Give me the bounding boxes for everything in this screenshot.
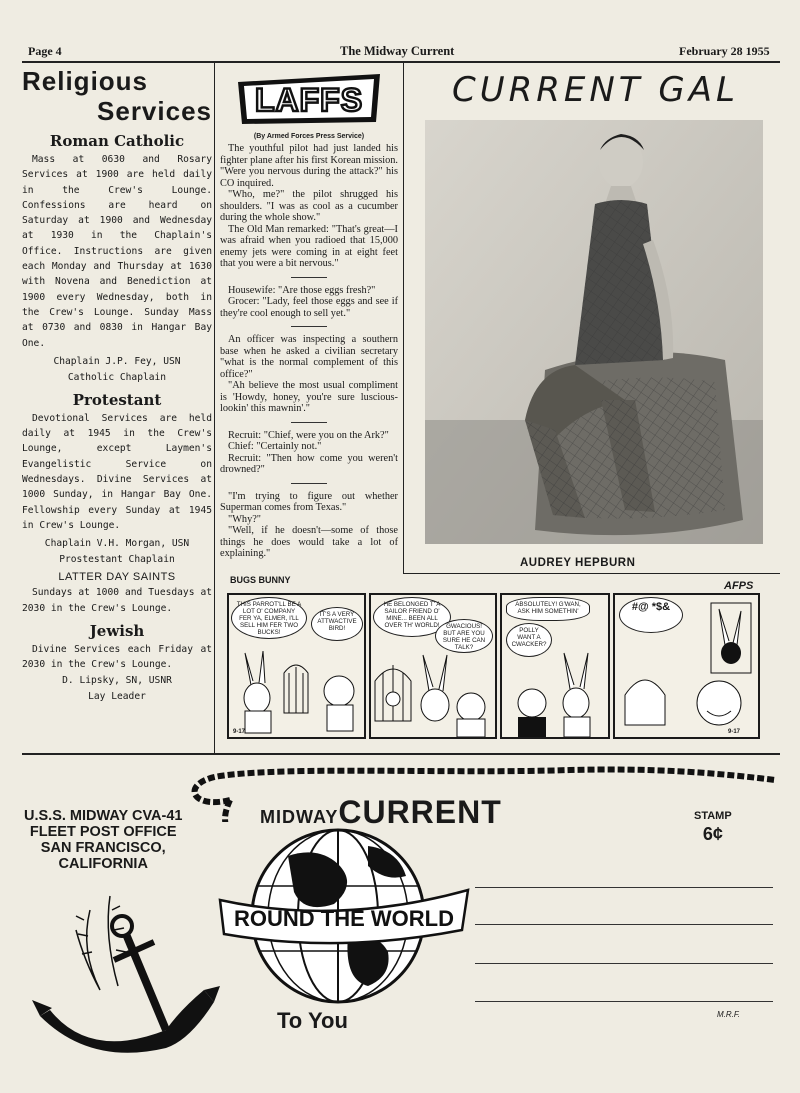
title-big: CURRENT: [338, 794, 502, 830]
parrot-outburst-drawing: [615, 595, 758, 737]
protestant-heading: Protestant: [72, 390, 162, 409]
birdcage-drawing: [371, 651, 495, 737]
address-line: CALIFORNIA: [58, 856, 148, 872]
joke-separator: [291, 422, 327, 423]
joke-line: Grocer: "Lady, feel those eggs and see if they're cool enough to sell yet.": [220, 296, 398, 319]
joke-line: An officer was inspecting a southern base when he asked a civilian secretary "what is the normal complement of this office?": [220, 334, 398, 380]
religious-services-title: [22, 66, 212, 126]
anchor-drawing: [30, 890, 220, 1060]
speech-bubble: IT'S A VERY ATTWACTIVE BIRD!: [311, 607, 363, 641]
title-small: MIDWAY: [260, 807, 339, 827]
address-line-blank: [475, 963, 773, 964]
comic-panel-4: [613, 593, 760, 739]
joke-line: Recruit: "Chief, were you on the Ark?": [228, 429, 389, 441]
laffs-logo: [234, 72, 384, 126]
lds-heading: LATTER DAY SAINTS: [58, 571, 176, 584]
speech-bubble: GWACIOUS! BUT ARE YOU SURE HE CAN TALK?: [435, 619, 493, 653]
joke-line: Recruit: "Then how come you weren't drowned?": [220, 452, 398, 475]
speech-bubble: POLLY WANT A CWACKER?: [506, 623, 552, 657]
laffs-byline: (By Armed Forces Press Service): [253, 133, 365, 140]
page-number: Page 4: [28, 44, 62, 58]
address-line-blank: [475, 887, 773, 888]
globe-drawing: [218, 826, 470, 1006]
protestant-signature-title: Prostestant Chaplain: [59, 554, 175, 566]
comic-panel-2: [369, 593, 497, 739]
photo-caption: AUDREY HEPBURN: [520, 557, 636, 569]
jewish-signature: D. Lipsky, SN, USNR: [62, 675, 172, 687]
laffs-logo-text: LAFFS: [254, 82, 364, 118]
laffs-column: [220, 66, 398, 576]
speech-bubble: THIS PARROT'LL BE A LOT O' COMPANY FER YA, ELMER, I'LL SELL HIM FER TWO BUCKS!: [231, 597, 307, 639]
strip-date: 9-17: [233, 729, 246, 735]
jewish-text: Divine Services each Friday at 2030 in the Crew's Lounge.: [22, 643, 212, 671]
address-line: U.S.S. MIDWAY CVA-41: [24, 808, 183, 824]
speech-bubble: HE BELONGED T' A SAILOR FRIEND O' MINE... BEEN ALL OVER TH' WORLD!: [373, 597, 451, 637]
column-rule-1: [214, 63, 215, 753]
stamp-value: 6¢: [702, 824, 723, 844]
joke-line: Chief: "Certainly not.": [228, 441, 322, 452]
laffs-jokes: [220, 143, 398, 560]
paper-name: The Midway Current: [340, 44, 455, 58]
current-gal-title: CURRENT GAL: [452, 70, 739, 110]
joke-line: "I'm trying to figure out whether Superman comes from Texas.": [220, 490, 398, 513]
column-rule-2: [403, 63, 404, 573]
artist-initials: M.R.F.: [717, 1010, 740, 1019]
joke-separator: [291, 277, 327, 278]
address-line-blank: [475, 924, 773, 925]
address-line: FLEET POST OFFICE: [29, 824, 177, 840]
header-rule: [22, 61, 780, 63]
stamp-box: [694, 810, 732, 845]
comic-top-rule: [403, 573, 780, 574]
joke-line: "Well, if he doesn't—some of those things he does would take a lot of explaining.": [220, 525, 398, 559]
fold-rule: [22, 753, 780, 755]
joke-line: "Who, me?" the pilot shrugged his shoulders. "I was as cool as a cucumber during the whole show.": [220, 189, 398, 223]
joke-line: "Why?": [228, 513, 261, 525]
speech-bubble: ABSOLUTELY! G'WAN, ASK HIM SOMETHIN': [506, 597, 590, 621]
audrey-hepburn-photo: [425, 120, 763, 544]
to-you-text: To You: [277, 1008, 348, 1033]
catholic-signature: Chaplain J.P. Fey, USN: [53, 355, 181, 367]
catholic-heading: Roman Catholic: [49, 132, 185, 150]
catholic-signature-title: Catholic Chaplain: [67, 371, 167, 383]
address-line-blank: [475, 1001, 773, 1002]
religious-services-column: [22, 66, 212, 706]
stamp-label: STAMP: [694, 810, 732, 822]
title-line-1: Religious: [22, 66, 149, 96]
joke-line: The Old Man remarked: "That's great—I was afraid when you radioed that 15,000 enemy jets were coming in at eight feet that you were a bit nervous.": [220, 223, 398, 269]
bugs-and-elmer-drawing: [229, 643, 364, 735]
lds-text: Sundays at 1000 and Tuesdays at 2030 in the Crew's Lounge.: [22, 587, 212, 614]
jewish-signature-title: Lay Leader: [88, 691, 146, 703]
joke-line: "Ah believe the most usual compliment is 'Howdy, honey, you're sure luscious-lookin' this mawnin'.": [220, 380, 398, 414]
comic-panel-3: [500, 593, 610, 739]
comic-title: BUGS BUNNY: [230, 575, 291, 585]
protestant-signature: Chaplain V.H. Morgan, USN: [44, 538, 190, 550]
comic-syndicate: AFPS: [724, 580, 754, 592]
issue-date: February 28 1955: [679, 44, 770, 58]
elmer-asking-drawing: [502, 651, 608, 737]
joke-line: The youthful pilot had just landed his fighter plane after his first Korean mission. "Were you nervous during the attack?" his CO inquired.: [220, 143, 398, 189]
globe-banner-text: ROUND THE WORLD: [234, 906, 454, 931]
protestant-text: Devotional Services are held daily at 1945 in the Crew's Lounge, except Laymen's Evangelistic Service on Wednesdays. Divine Services at 1000 Sunday, in Hangar Bay One. Fellowship every Sunday at 1945 in Crew's Lounge.: [22, 412, 212, 531]
catholic-text: Mass at 0630 and Rosary Services at 1900 are held daily in the Crew's Lounge. Confessions are heard on Saturday at 1900 and Wednesday at 1930 in the Chaplain's Office. Instructions are given each Monday and Thursday at 1630 with Novena and Benediction at 1900 every Wednesday, both in the Crew's Lounge. Sunday Mass at 0730 and 0830 in Hangar Bay One.: [22, 154, 212, 349]
comic-panel-1: [227, 593, 366, 739]
address-line: SAN FRANCISCO,: [40, 840, 166, 856]
joke-separator: [291, 326, 327, 327]
joke-separator: [291, 483, 327, 484]
title-line-2: Services: [97, 96, 212, 126]
jewish-heading: Jewish: [89, 621, 145, 640]
joke-line: Housewife: "Are those eggs fresh?": [228, 284, 376, 296]
speech-bubble: #@ *$&: [619, 597, 683, 633]
strip-date: 9-17: [727, 729, 740, 735]
